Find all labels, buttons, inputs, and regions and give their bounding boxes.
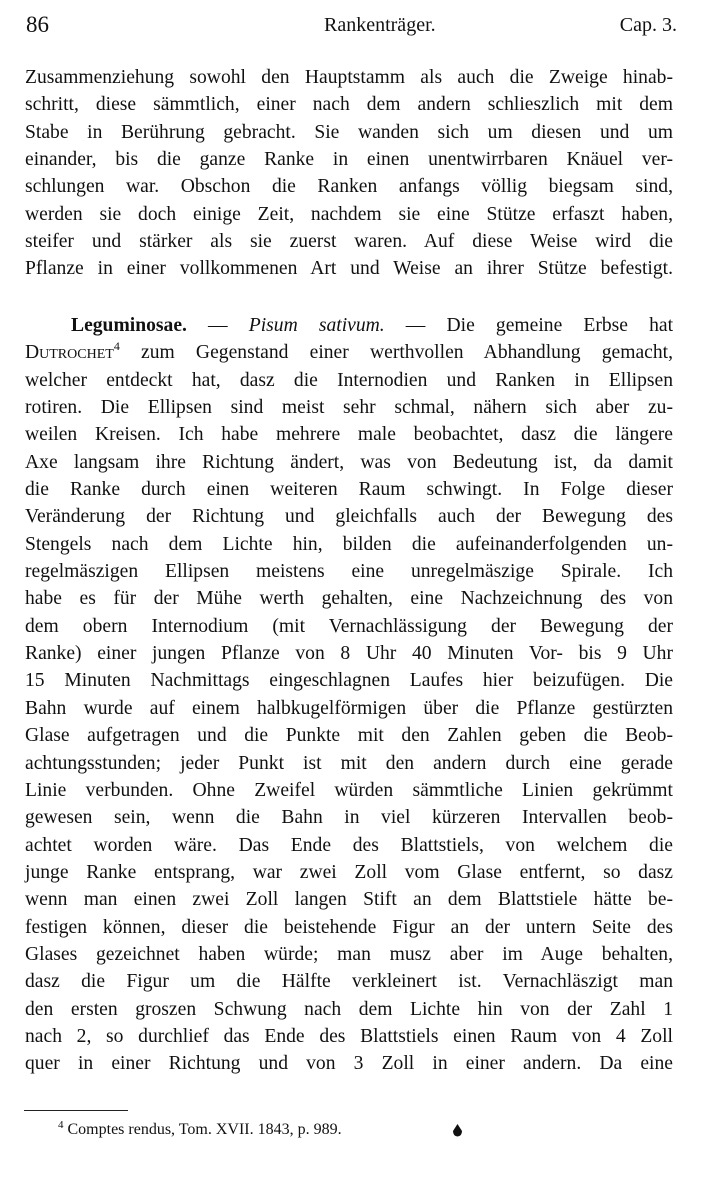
footnote — [58, 1121, 342, 1139]
second-line-rest: zum Gegenstand einer werthvollen Abhandlung gemacht, — [119, 342, 673, 364]
paragraph-2-line: Glases gezeichnet haben würde; man musz aber im Auge behalten, — [25, 943, 673, 965]
paragraph-1-line: Stabe in Berührung gebracht. Sie wanden sich um diesen und um — [25, 121, 673, 143]
paragraph-1-line: Pflanze in einer vollkommenen Art und Weise an ihrer Stütze befestigt. — [25, 258, 673, 280]
footnote-text: Comptes rendus, Tom. XVII. 1843, p. 989. — [63, 1121, 342, 1138]
paragraph-2-line: habe es für der Mühe werth gehalten, eine Nachzeichnung des von — [25, 588, 673, 610]
footnote-reference: 4 — [113, 339, 120, 354]
paragraph-1-line: Zusammenziehung sowohl den Hauptstamm als auch die Zweige hinab- — [25, 67, 673, 88]
paragraph-2-line: Bahn wurde auf einem halbkugelförmigen über die Pflanze gestürzten — [25, 697, 673, 719]
paragraph-2-line: den ersten groszen Schwung nach dem Lichte hin von der Zahl 1 — [25, 998, 673, 1020]
author-name: Dutrochet — [25, 342, 114, 364]
paragraph-2-line: rotiren. Die Ellipsen sind meist sehr schmal, nähern sich aber zu- — [25, 397, 673, 419]
paragraph-1-line: einander, bis die ganze Ranke in einen unentwirrbaren Knäuel ver- — [25, 149, 673, 171]
paragraph-1 — [25, 64, 673, 283]
page-number: 86 — [26, 12, 49, 37]
paragraph-1-line: werden sie doch einige Zeit, nachdem sie eine Stütze erfaszt haben, — [25, 203, 673, 225]
first-line-rest: — Die gemeine Erbse hat — [384, 315, 674, 336]
paragraph-2-line: Stengels nach dem Lichte hin, bilden die aufeinanderfolgenden un- — [25, 533, 673, 555]
paragraph-2-line: Veränderung der Richtung und gleichfalls auch der Bewegung des — [25, 506, 673, 528]
paragraph-1-line: steifer und stärker als sie zuerst waren. Auf diese Weise wird die — [25, 231, 673, 253]
footnote-marker: 4 — [58, 1119, 64, 1131]
paragraph-1-line: schlungen war. Obschon die Ranken anfangs völlig biegsam sind, — [25, 176, 673, 198]
paragraph-2-line: 15 Minuten Nachmittags eingeschlagnen Laufes hier beizufügen. Die — [25, 670, 673, 692]
paragraph-2-line: wenn man einen zwei Zoll langen Stift an dem Blattstiele hätte be- — [25, 889, 673, 911]
paragraph-2-line: gewesen sein, wenn die Bahn in viel kürzeren Intervallen beob- — [25, 807, 673, 829]
paragraph-2-line: dasz die Figur um die Hälfte verkleinert ist. Vernachläszigt man — [25, 971, 673, 993]
paragraph-2-line: quer in einer Richtung und von 3 Zoll in einer andern. Da eine — [25, 1053, 673, 1075]
paragraph-2-line: festigen können, dieser die beistehende Figur an der untern Seite des — [25, 916, 673, 938]
paragraph-2-line: Linie verbunden. Ohne Zweifel würden sämmtliche Linien gekrümmt — [25, 779, 673, 801]
paragraph-2-line: welcher entdeckt hat, dasz die Internodien und Ranken in Ellipsen — [25, 369, 673, 391]
paragraph-2-line — [25, 312, 673, 339]
paragraph-2-line: Axe langsam ihre Richtung ändert, was von Bedeutung ist, da damit — [25, 451, 673, 473]
footnote-rule — [24, 1110, 128, 1111]
paragraph-2-line: dem obern Internodium (mit Vernachlässigung der Bewegung der — [25, 615, 673, 637]
paragraph-1-line: schritt, diese sämmtlich, einer nach dem andern schlieszlich mit dem — [25, 94, 673, 116]
species-name: Pisum sativum. — [248, 315, 385, 336]
chapter-label: Cap. 3. — [619, 14, 677, 36]
paragraph-2-line — [25, 339, 673, 366]
ink-blot-icon — [452, 1124, 463, 1137]
paragraph-2 — [25, 312, 673, 1078]
paragraph-2-line: achtet worden wäre. Das Ende des Blattstiels, von welchem die — [25, 834, 673, 856]
family-heading: Leguminosae. — [71, 315, 187, 336]
paragraph-2-line: regelmäszigen Ellipsen meistens eine unregelmäszige Spirale. Ich — [25, 561, 673, 583]
page-header — [26, 12, 677, 46]
paragraph-2-line: junge Ranke entsprang, war zwei Zoll vom Glase entfernt, so dasz — [25, 861, 673, 883]
paragraph-2-line: achtungsstunden; jeder Punkt ist mit den andern durch eine gerade — [25, 752, 673, 774]
paragraph-2-line: Glase aufgetragen und die Punkte mit den Zahlen geben die Beob- — [25, 725, 673, 747]
running-title: Rankenträger. — [324, 14, 436, 36]
paragraph-2-line: weilen Kreisen. Ich habe mehrere male beobachtet, dasz die längere — [25, 424, 673, 446]
heading-dash: — — [186, 315, 249, 336]
paragraph-2-line: nach 2, so durchlief das Ende des Blattstiels einen Raum von 4 Zoll — [25, 1025, 673, 1047]
paragraph-2-line: Ranke) einer jungen Pflanze von 8 Uhr 40 Minuten Vor- bis 9 Uhr — [25, 643, 673, 665]
paragraph-2-line: die Ranke durch einen weiteren Raum schwingt. In Folge dieser — [25, 479, 673, 501]
